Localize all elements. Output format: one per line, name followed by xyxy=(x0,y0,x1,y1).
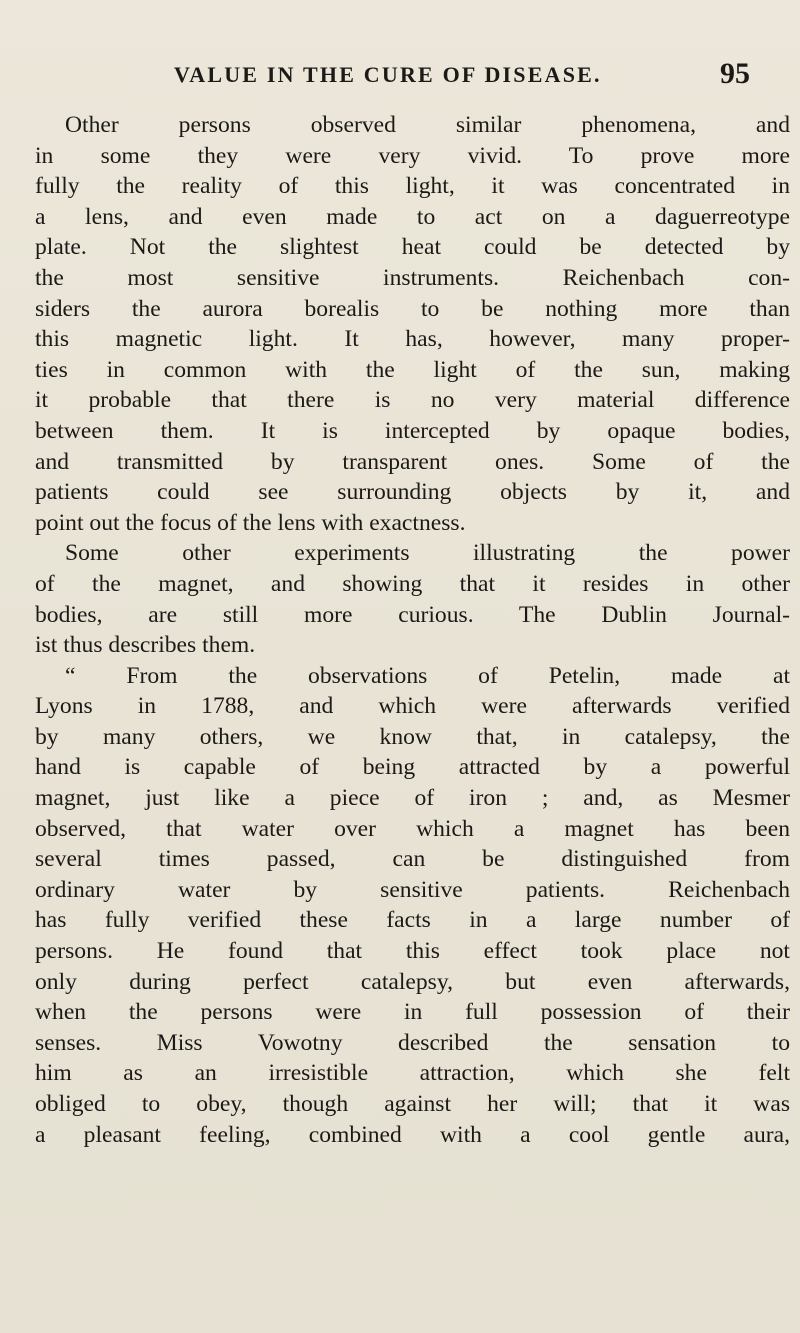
text-line: siders the aurora borealis to be nothing more than xyxy=(35,295,790,322)
text-line: plate. Not the slightest heat could be detected by xyxy=(35,234,790,261)
text-line: “ From the observations of Petelin, made at xyxy=(65,662,790,689)
text-line: this magnetic light. It has, however, many proper- xyxy=(35,326,790,353)
text-line: magnet, just like a piece of iron ; and, as Mesmer xyxy=(35,785,790,812)
text-line: ordinary water by sensitive patients. Reichenbach xyxy=(35,876,790,903)
text-line: hand is capable of being attracted by a powerful xyxy=(35,754,790,781)
text-line: Other persons observed similar phenomena, and xyxy=(65,112,790,138)
text-line: observed, that water over which a magnet has been xyxy=(35,815,790,842)
text-line: the most sensitive instruments. Reichenbach con- xyxy=(35,264,790,291)
text-line: in some they were very vivid. To prove more xyxy=(35,142,790,169)
text-line: has fully verified these facts in a large number of xyxy=(35,907,790,934)
text-line: a lens, and even made to act on a daguerreotype xyxy=(35,203,790,230)
text-line: senses. Miss Vowotny described the sensation to xyxy=(35,1029,790,1056)
text-line: Some other experiments illustrating the power xyxy=(65,540,790,567)
text-line: between them. It is intercepted by opaque bodies, xyxy=(35,417,790,444)
text-line: it probable that there is no very material difference xyxy=(35,387,790,414)
text-line: a pleasant feeling, combined with a cool gentle aura, xyxy=(35,1121,790,1148)
text-line: and transmitted by transparent ones. Some of the xyxy=(35,448,790,475)
text-line: point out the focus of the lens with exactness. xyxy=(35,509,466,536)
text-line: fully the reality of this light, it was concentrated in xyxy=(35,173,790,200)
text-line: Lyons in 1788, and which were afterwards verified xyxy=(35,693,790,720)
text-line: ties in common with the light of the sun, making xyxy=(35,356,790,383)
text-line: when the persons were in full possession of their xyxy=(35,999,790,1026)
body-text xyxy=(35,110,790,1150)
text-line: persons. He found that this effect took place not xyxy=(35,938,790,965)
text-line: ist thus describes them. xyxy=(35,632,256,659)
text-line: several times passed, can be distinguished from xyxy=(35,846,790,873)
page-number: 95 xyxy=(720,57,750,90)
text-line: by many others, we know that, in catalepsy, the xyxy=(35,723,790,750)
text-line: patients could see surrounding objects by it, and xyxy=(35,479,790,506)
text-line: of the magnet, and showing that it resides in other xyxy=(35,570,790,597)
text-line: bodies, are still more curious. The Dublin Journal- xyxy=(35,601,790,628)
text-line: only during perfect catalepsy, but even afterwards, xyxy=(35,968,790,995)
running-head xyxy=(174,57,754,98)
text-line: obliged to obey, though against her will; that it was xyxy=(35,1091,790,1117)
running-title: VALUE IN THE CURE OF DISEASE. xyxy=(174,62,602,87)
text-line: him as an irresistible attraction, which she felt xyxy=(35,1060,790,1087)
